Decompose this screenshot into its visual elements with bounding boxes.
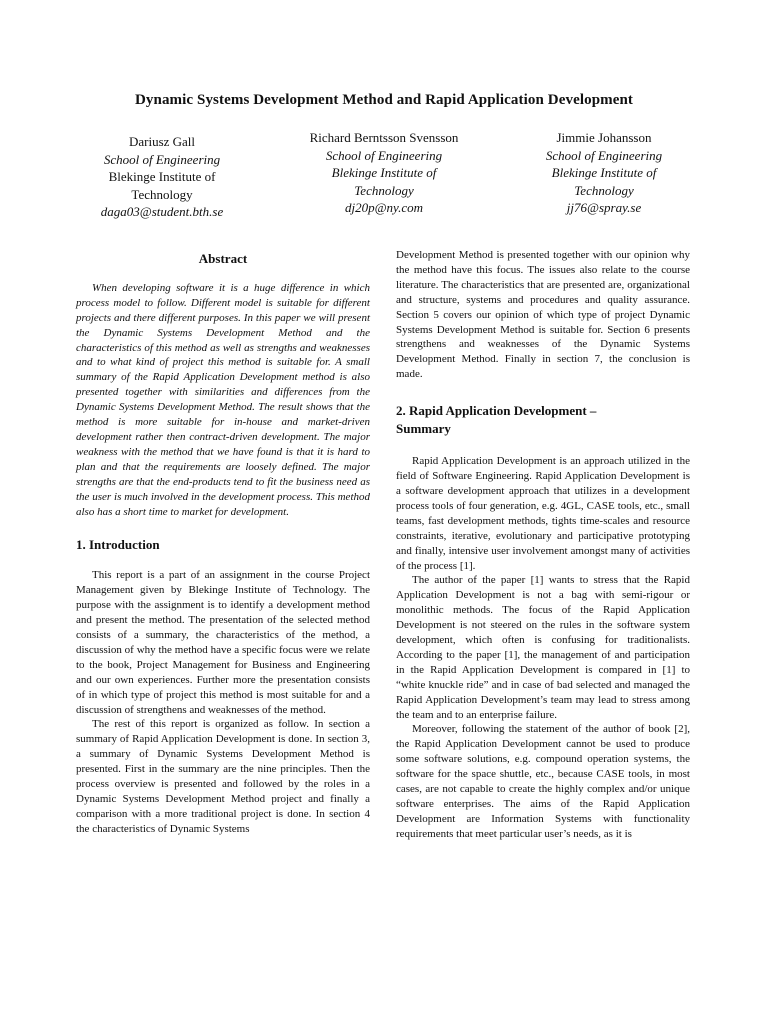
author-institute: Blekinge Institute of Technology [331,165,437,198]
author-name: Dariusz Gall [128,134,196,149]
abstract-heading: Abstract [198,251,248,266]
section-heading-introduction: 1. Introduction [76,537,160,553]
abstract-text: When developing software it is a huge difference in which process model to follow. Different model is suitable for different projects and there different purposes. In this paper we will present the Dynamic Systems Development Method and the characteristics of this method as well as strengths and weaknesses and to what kind of project this method is suitable for. A small summary of the Rapid Application Development method is also presented together with similarities and differences from the Dynamic Systems Development Method. The result shows that the method is more suitable for in-house and market-driven development rather then contract-driven development. The major weakness with the method that we have found is that it is hard to plan and that the requirements are loosely defined. The major strengths are that the end-products tend to fit the business need as the user is much involved in the development process. This method also has a short time to market for development. [76,281,370,518]
author-institute: Blekinge Institute of Technology [551,165,657,198]
intro-paragraph-2: The rest of this report is organized as follow. In section a summary of Rapid Application Development is done. In section 3, a summary of Dynamic Systems Development Method is presented. First in the summary are the nine principles. Then the process overview is presented and followed by the roles in a Dynamic Systems Development Method project and finally a comparison with a more traditional project is done. In section 4 the characteristics of Dynamic Systems [76,718,370,835]
author-email: jj76@spray.se [566,200,642,215]
author-institute: Blekinge Institute of Technology [108,169,216,202]
author-email: daga03@student.bth.se [100,204,224,219]
author-school: School of Engineering [325,147,443,163]
rad-paragraph-2: The author of the paper [1] wants to stress that the Rapid Application Development is not a bag with semi-rigour or monolithic methods. The focus of the Rapid Application Development is not steered on the rules in the software system development, which often is confusing for traditionalists. According to the paper [1], the management of and participation in the Rapid Application Development is compared in [1] to “white knuckle ride” and in case of bad selected and managed the Rapid Application Development’s team may lead to stress among the team and to an enterprise failure. [396,574,690,721]
section-heading-rad: 2. Rapid Application Development – Summary [396,403,597,437]
author-school: School of Engineering [103,151,221,167]
paper-title: Dynamic Systems Development Method and Rapid Application Development [134,92,634,108]
author-email: dj20p@ny.com [344,200,424,215]
author-block-1 [72,133,252,221]
author-block-3 [514,129,694,217]
right-column [396,248,690,842]
author-name: Jimmie Johansson [556,130,652,145]
author-name: Richard Berntsson Svensson [309,130,459,145]
rad-paragraph-3: Moreover, following the statement of the author of book [2], the Rapid Application Development cannot be used to produce some software solutions, e.g. compound operation systems, the software for the space shuttle, etc., because CASE tools, in most cases, are not capable to create the highly complex and/or unique software enterprises. The aims of the Rapid Application Development are Information Systems with functionality requirements that meet particular user’s needs, as it is [396,723,690,840]
rad-paragraph-1: Rapid Application Development is an approach utilized in the field of Software Engineering. Rapid Application Development is a software development approach that utilizes in a development process tools of four generation, e.g. 4GL, CASE tools, etc., small teams, fast development methods, tights time-scales and resource constraints, iterative, evolutionary and participative prototyping and finally, intensive user involvement amongst many of activities of the process [1]. [396,455,690,572]
left-column [76,248,370,837]
author-block-2 [284,129,484,217]
intro-paragraph-1: This report is a part of an assignment in the course Project Management given by Blekinge Institute of Technology. The purpose with the assignment is to identify a development method and present the method. The presentation of the selected method consists of a summary, the characteristics of the method, a discussion of why the method have a specific focus were we relate to the book, Project Management for Business and Engineering and our own experiences. Further more the presentation consists of in which type of project this method is most suitable for and a discussion of strengthens and weaknesses of the method. [76,569,370,716]
intro-paragraph-2-continued: Development Method is presented together with our opinion why the method have this focus. The issues also relate to the course literature. The characteristics that are presented are, organizational and structure, systems and procedures and quality assurance. Section 5 covers our opinion of which type of project Dynamic Systems Development Method is suitable for. Section 6 presents strengthens and weaknesses of the Dynamic Systems Development Method. Finally in section 7, the conclusion is made. [396,249,690,381]
author-school: School of Engineering [545,147,663,163]
